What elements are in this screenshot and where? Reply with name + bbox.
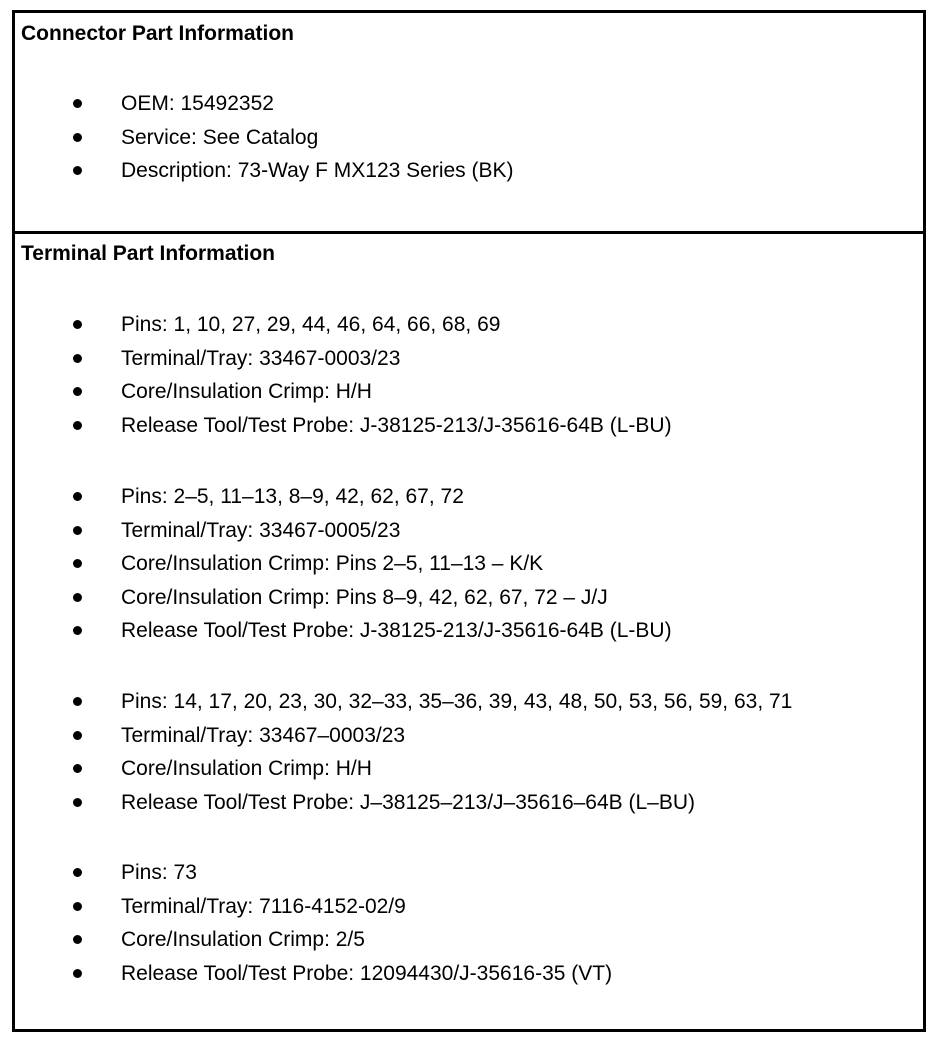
list-item-text: Pins: 1, 10, 27, 29, 44, 46, 64, 66, 68, 69 [121, 313, 501, 336]
list-item [15, 552, 923, 586]
terminal-part-information-section [15, 234, 923, 1029]
connector-info-list [15, 92, 923, 193]
bullet-icon [73, 764, 82, 773]
list-item [15, 962, 923, 996]
list-item-text: Description: 73-Way F MX123 Series (BK) [121, 159, 514, 182]
list-item-text: Pins: 73 [121, 861, 197, 884]
bullet-icon [73, 421, 82, 430]
list-item-text: Core/Insulation Crimp: Pins 8–9, 42, 62, 67, 72 – J/J [121, 585, 608, 609]
list-item-text: Release Tool/Test Probe: J-38125-213/J-35616-64B (L-BU) [121, 413, 672, 437]
list-item [15, 126, 923, 160]
list-item-text: Terminal/Tray: 33467-0003/23 [121, 346, 401, 370]
list-item-text: Terminal/Tray: 33467–0003/23 [121, 723, 406, 747]
list-item [15, 159, 923, 193]
bullet-icon [73, 559, 82, 568]
connector-part-information-section [15, 13, 923, 234]
list-item [15, 690, 923, 724]
bullet-icon [73, 969, 82, 978]
list-item [15, 414, 923, 448]
list-item-text: Terminal/Tray: 33467-0005/23 [121, 518, 401, 542]
list-item [15, 928, 923, 962]
list-item [15, 586, 923, 620]
bullet-icon [73, 697, 82, 706]
list-item-text: Release Tool/Test Probe: 12094430/J-35616-35 (VT) [121, 961, 613, 985]
bullet-icon [73, 133, 82, 142]
connector-part-information-heading: Connector Part Information [21, 22, 295, 45]
part-information-table [12, 10, 926, 1032]
list-item [15, 895, 923, 929]
terminal-group-2 [15, 485, 923, 653]
list-item [15, 313, 923, 347]
bullet-icon [73, 166, 82, 175]
list-item [15, 380, 923, 414]
bullet-icon [73, 935, 82, 944]
list-item-text: Core/Insulation Crimp: 2/5 [121, 928, 365, 951]
list-item-text: Pins: 14, 17, 20, 23, 30, 32–33, 35–36, 39, 43, 48, 50, 53, 56, 59, 63, 71 [121, 690, 793, 713]
bullet-icon [73, 593, 82, 602]
bullet-icon [73, 731, 82, 740]
terminal-group-3 [15, 690, 923, 824]
bullet-icon [73, 99, 82, 108]
terminal-group-1 [15, 313, 923, 447]
list-item-text: Pins: 2–5, 11–13, 8–9, 42, 62, 67, 72 [121, 485, 464, 508]
list-item-text: Core/Insulation Crimp: H/H [121, 757, 372, 780]
list-item-text: Release Tool/Test Probe: J-38125-213/J-35616-64B (L-BU) [121, 619, 672, 642]
bullet-icon [73, 354, 82, 363]
bullet-icon [73, 387, 82, 396]
bullet-icon [73, 626, 82, 635]
list-item-text: Core/Insulation Crimp: H/H [121, 380, 372, 403]
list-item [15, 485, 923, 519]
list-item [15, 757, 923, 791]
list-item-text: Service: See Catalog [121, 125, 319, 149]
list-item-text: OEM: 15492352 [121, 92, 274, 115]
bullet-icon [73, 526, 82, 535]
list-item [15, 347, 923, 381]
list-item [15, 92, 923, 126]
list-item [15, 519, 923, 553]
bullet-icon [73, 902, 82, 911]
list-item [15, 619, 923, 653]
terminal-part-information-heading: Terminal Part Information [21, 242, 275, 265]
list-item [15, 791, 923, 825]
bullet-icon [73, 868, 82, 877]
list-item [15, 861, 923, 895]
list-item-text: Release Tool/Test Probe: J–38125–213/J–35616–64B (L–BU) [121, 790, 696, 814]
list-item [15, 724, 923, 758]
list-item-text: Terminal/Tray: 7116-4152-02/9 [121, 894, 406, 918]
bullet-icon [73, 798, 82, 807]
terminal-group-4 [15, 861, 923, 995]
list-item-text: Core/Insulation Crimp: Pins 2–5, 11–13 – K/K [121, 552, 544, 575]
bullet-icon [73, 492, 82, 501]
bullet-icon [73, 320, 82, 329]
